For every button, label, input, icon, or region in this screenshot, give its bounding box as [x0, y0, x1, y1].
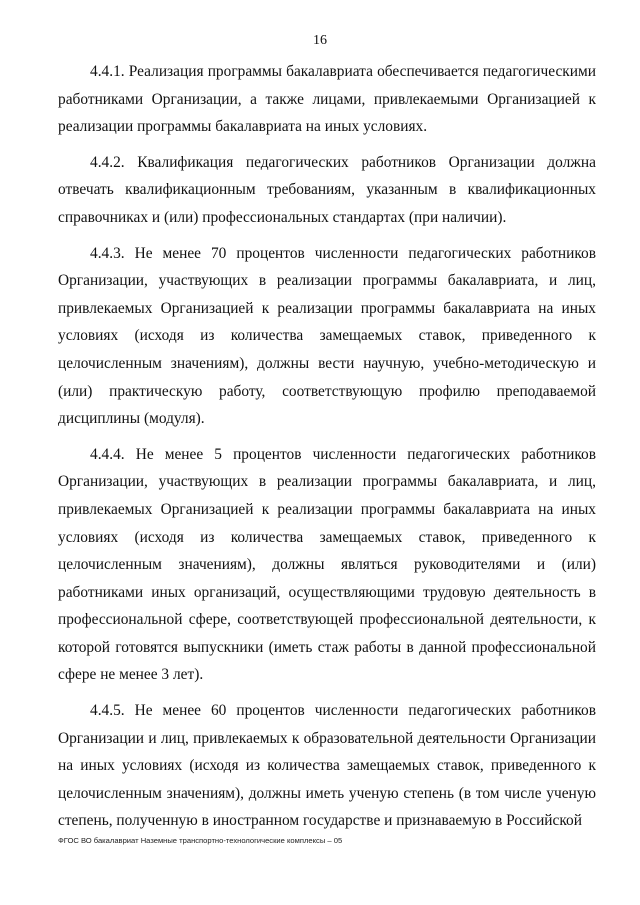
paragraph-4-4-5: 4.4.5. Не менее 60 процентов численности педагогических работников Организации и лиц, привлекаемых к образовательной деятельности Организации на иных условиях (исходя из количества замещаемых ставок, приведенного к целочисленным значениям), должны иметь ученую степень (в том числе ученую степень, полученную в иностранном государстве и признаваемую в Российской [58, 702, 596, 830]
document-body [58, 58, 596, 843]
paragraph-4-4-2: 4.4.2. Квалификация педагогических работников Организации должна отвечать квалификационным требованиям, указанным в квалификационных справочниках и (или) профессиональных стандартах (при наличии). [58, 153, 596, 226]
paragraph-4-4-3: 4.4.3. Не менее 70 процентов численности педагогических работников Организации, участвующих в реализации программы бакалавриата, и лиц, привлекаемых Организацией к реализации программы бакалавриата на иных условиях (исходя из количества замещаемых ставок, приведенного к целочисленным значениям), должны вести научную, учебно-методическую и (или) практическую работу, соответствующую профилю преподаваемой дисциплины (модуля). [58, 244, 596, 428]
page-footer: ФГОС ВО бакалавриат Наземные транспортно-технологические комплексы – 05 [58, 836, 343, 845]
paragraph-4-4-4: 4.4.4. Не менее 5 процентов численности педагогических работников Организации, участвующих в реализации программы бакалавриата, и лиц, привлекаемых Организацией к реализации программы бакалавриата на иных условиях (исходя из количества замещаемых ставок, приведенного к целочисленным значениям), должны являться руководителями и (или) работниками иных организаций, осуществляющими трудовую деятельность в профессиональной сфере, соответствующей профессиональной деятельности, к которой готовятся выпускники (иметь стаж работы в данной профессиональной сфере не менее 3 лет). [58, 445, 596, 684]
page-number: 16 [313, 33, 327, 48]
paragraph-4-4-1: 4.4.1. Реализация программы бакалавриата обеспечивается педагогическими работниками Организации, а также лицами, привлекаемыми Организацией к реализации программы бакалавриата на иных условиях. [58, 63, 596, 136]
